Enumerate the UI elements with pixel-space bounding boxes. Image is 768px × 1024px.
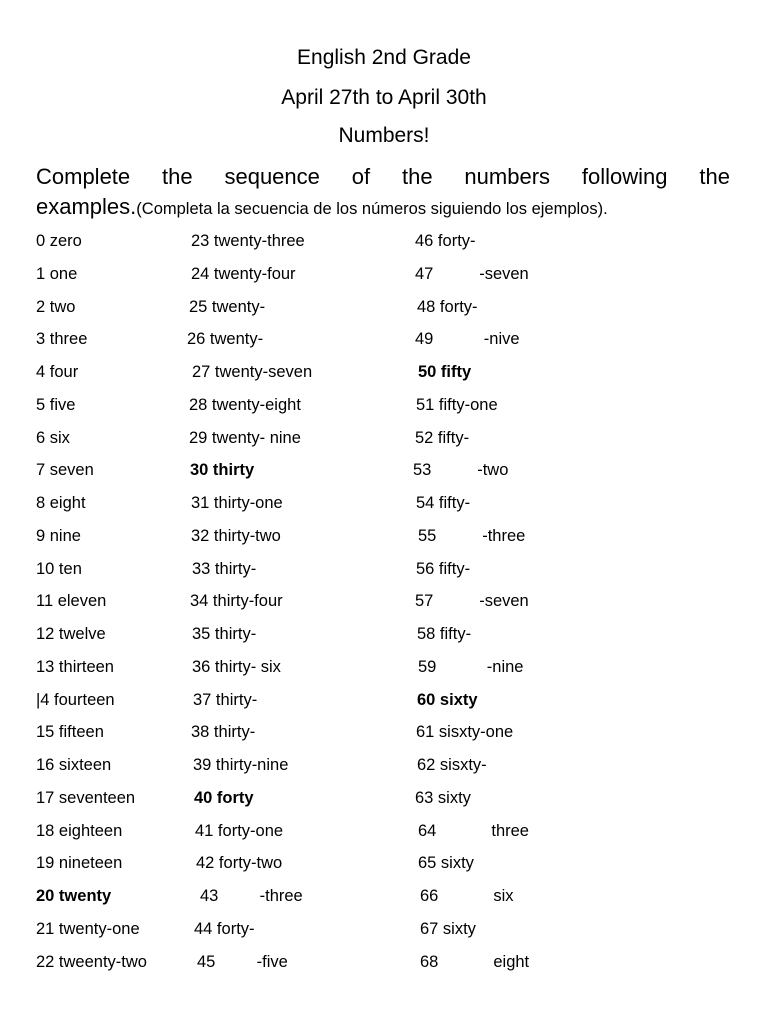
number-entry: 62 sisxty- — [417, 756, 487, 774]
table-row — [0, 719, 768, 752]
number-entry: 30 thirty — [190, 461, 255, 480]
table-row — [0, 916, 768, 949]
number-entry: 34 thirty-four — [190, 592, 283, 611]
instruction-word: the — [401, 164, 433, 189]
table-row — [0, 588, 768, 621]
table-row — [0, 425, 768, 458]
number-entry: 65 sixty — [418, 854, 474, 873]
instruction-word: the — [699, 164, 730, 189]
table-row — [0, 261, 768, 294]
number-entry: 38 thirty- — [191, 723, 256, 742]
number-entry: 67 sixty — [420, 919, 476, 938]
number-entry: 25 twenty- — [189, 297, 266, 316]
number-entry: 12 twelve — [36, 625, 106, 643]
number-entry: 7 seven — [36, 461, 94, 480]
instruction-word: sequence — [224, 164, 320, 189]
table-row — [0, 523, 768, 556]
number-entry: 35 thirty- — [192, 625, 257, 643]
number-entry: 57 -seven — [415, 592, 529, 611]
instruction-line-1 — [36, 164, 730, 190]
table-row — [0, 326, 768, 359]
table-row — [0, 752, 768, 785]
table-row — [0, 294, 768, 327]
table-row — [0, 687, 768, 720]
number-entry: 36 thirty- six — [192, 657, 281, 676]
number-entry: 29 twenty- nine — [189, 428, 301, 447]
number-entry: 23 twenty-three — [191, 232, 305, 250]
number-entry: 21 twenty-one — [36, 919, 140, 938]
number-entry: 54 fifty- — [416, 494, 471, 512]
number-entry: 19 nineteen — [36, 854, 123, 873]
number-entry: 53 -two — [413, 461, 509, 480]
number-entry: 61 sisxty-one — [416, 723, 514, 742]
number-entry: 32 thirty-two — [191, 526, 281, 545]
date-range: April 27th to April 30th — [281, 86, 487, 109]
number-entry: 27 twenty-seven — [192, 363, 313, 381]
number-entry: 18 eighteen — [36, 821, 123, 840]
number-entry: 49 -nive — [415, 330, 520, 349]
number-entry: 68 eight — [420, 952, 530, 971]
table-row — [0, 392, 768, 425]
number-entry: 51 fifty-one — [416, 395, 498, 414]
instruction-translation: (Completa la secuencia de los números siguiendo los ejemplos). — [136, 200, 608, 218]
number-entry: 42 forty-two — [196, 854, 283, 873]
number-entry: 52 fifty- — [415, 428, 470, 447]
number-entry: 63 sixty — [415, 788, 471, 807]
number-entry: 55 -three — [418, 526, 526, 545]
subject-title: English 2nd Grade — [297, 46, 471, 69]
table-row — [0, 818, 768, 851]
number-entry: 45 -five — [197, 952, 288, 971]
number-entry: 3 three — [36, 330, 88, 349]
number-entry: 64 three — [418, 821, 529, 840]
number-entry: 1 one — [36, 264, 78, 283]
number-entry: 48 forty- — [417, 297, 478, 316]
number-entry: 0 zero — [36, 232, 82, 250]
table-row — [0, 785, 768, 818]
number-entry: 43 -three — [200, 887, 303, 905]
number-entry: 22 tweenty-two — [36, 952, 147, 971]
number-entry: 58 fifty- — [417, 625, 472, 643]
instruction-word: Complete — [36, 164, 131, 189]
table-row — [0, 556, 768, 589]
number-entry: 5 five — [36, 395, 76, 414]
number-entry: 16 sixteen — [36, 756, 112, 774]
number-entry: 60 sixty — [417, 690, 478, 709]
number-entry: 37 thirty- — [193, 690, 258, 709]
number-entry: 17 seventeen — [36, 788, 136, 807]
instruction-line-2 — [36, 194, 730, 222]
table-row — [0, 949, 768, 982]
number-entry: 15 fifteen — [36, 723, 104, 742]
table-row — [0, 883, 768, 916]
table-row — [0, 654, 768, 687]
number-entry: 40 forty — [194, 788, 254, 807]
table-row — [0, 457, 768, 490]
number-entry: 31 thirty-one — [191, 494, 283, 512]
number-entry: 41 forty-one — [195, 821, 284, 840]
number-entry: 44 forty- — [194, 919, 255, 938]
number-entry: |4 fourteen — [36, 690, 115, 709]
number-entry: 2 two — [36, 297, 76, 316]
number-entry: 4 four — [36, 363, 79, 381]
instruction-word: following — [581, 164, 668, 189]
number-entry: 13 thirteen — [36, 657, 114, 676]
number-entry: 59 -nine — [418, 657, 524, 676]
number-entry: 8 eight — [36, 494, 86, 512]
table-row — [0, 850, 768, 883]
table-row — [0, 359, 768, 392]
number-entry: 20 twenty — [36, 887, 112, 905]
number-entry: 10 ten — [36, 559, 82, 578]
number-entry: 33 thirty- — [192, 559, 257, 578]
number-entry: 47 -seven — [415, 264, 529, 283]
number-entry: 50 fifty — [418, 363, 472, 381]
instruction-word: of — [351, 164, 371, 189]
instruction-word: numbers — [464, 164, 551, 189]
table-row — [0, 621, 768, 654]
number-entry: 56 fifty- — [416, 559, 471, 578]
number-entry: 39 thirty-nine — [193, 756, 289, 774]
number-entry: 11 eleven — [36, 592, 107, 611]
number-table — [0, 228, 768, 981]
number-entry: 24 twenty-four — [191, 264, 296, 283]
number-entry: 66 six — [420, 887, 514, 905]
number-entry: 46 forty- — [415, 232, 476, 250]
topic-title: Numbers! — [338, 124, 430, 147]
instruction-word: the — [162, 164, 193, 189]
table-row — [0, 228, 768, 261]
number-entry: 28 twenty-eight — [189, 395, 301, 414]
number-entry: 9 nine — [36, 526, 81, 545]
number-entry: 26 twenty- — [187, 330, 264, 349]
instruction-main-text: examples. — [36, 194, 137, 219]
table-row — [0, 490, 768, 523]
number-entry: 6 six — [36, 428, 70, 447]
